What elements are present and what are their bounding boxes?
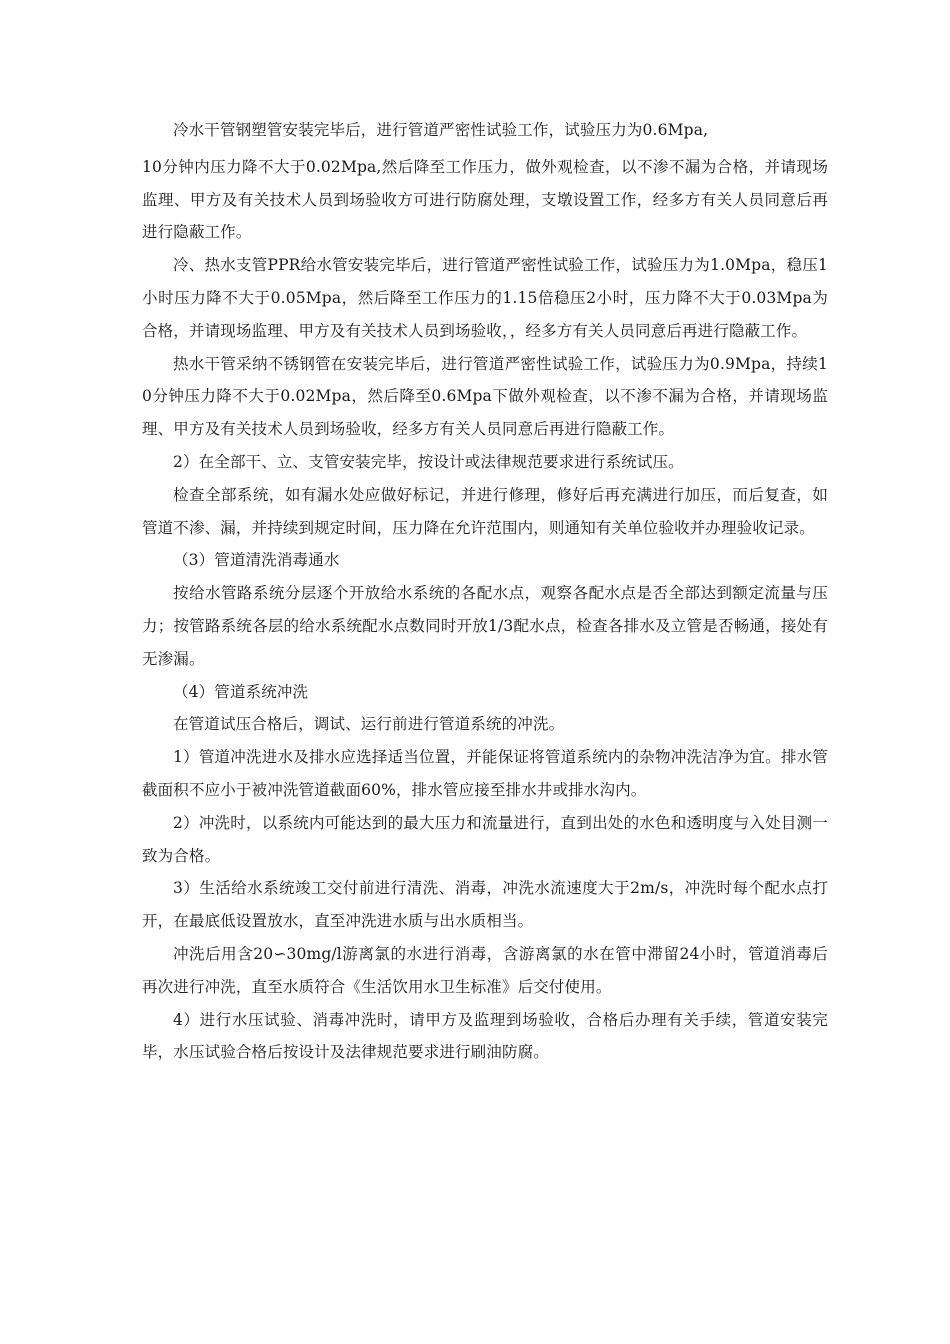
paragraph-flushing-intro: 在管道试压合格后，调试、运行前进行管道系统的冲洗。	[173, 715, 565, 734]
paragraph-water-point-check: 按给水管路系统分层逐个开放给水系统的各配水点，观察各配水点是否全部达到额定流量与压力；按管路系统各层的给水系统配水点数同时开放1/3配水点，检查各排水及立管是否畅通，接处有无渗漏。	[142, 584, 828, 668]
document-body	[142, 114, 828, 1069]
paragraph-system-inspection: 检查全部系统，如有漏水处应做好标记，并进行修理，修好后再充满进行加压，而后复查，如管道不渗、漏，并持续到规定时间，压力降在允许范围内，则通知有关单位验收并办理验收记录。	[142, 485, 828, 537]
paragraph-ppr-branch-test: 冷、热水支管PPR给水管安装完毕后，进行管道严密性试验工作，试验压力为1.0Mpa，稳压1小时压力降不大于0.05Mpa，然后降至工作压力的1.15倍稳压2小时，压力降不大于0.03Mpa为合格，并请现场监理、甲方及有关技术人员到场验收，，经多方有关人员同意后再进行隐蔽工作。	[142, 256, 828, 340]
paragraph-flushing-step-4: 4）进行水压试验、消毒冲洗时，请甲方及监理到场验收，合格后办理有关手续，管道安装完毕，水压试验合格后按设计及法律规范要求进行刷油防腐。	[142, 1010, 828, 1062]
paragraph-disinfection: 冲洗后用含20∽30mg/l游离氯的水进行消毒，含游离氯的水在管中滞留24小时，管道消毒后再次进行冲洗，直至水质符合《生活饮用水卫生标准》后交付使用。	[142, 944, 828, 996]
paragraph-cold-main-pipe-test-continued: 10分钟内压力降不大于0.02Mpa,然后降至工作压力，做外观检查，以不渗不漏为合格，并请现场监理、甲方及有关技术人员到场验收方可进行防腐处理，支墩设置工作，经多方有关人员同意后再进行隐蔽工作。	[142, 157, 828, 242]
section-heading-cleaning-disinfection: （3）管道清洗消毒通水	[173, 551, 340, 570]
paragraph-hot-main-pipe-test: 热水干管采纳不锈钢管在安装完毕后，进行管道严密性试验工作，试验压力为0.9Mpa，持续10分钟压力降不大于0.02Mpa，然后降至0.6Mpa下做外观检查，以不渗不漏为合格，并请现场监理、甲方及有关技术人员到场验收，经多方有关人员同意后再进行隐蔽工作。	[142, 354, 828, 439]
paragraph-flushing-step-2: 2）冲洗时，以系统内可能达到的最大压力和流量进行，直到出处的水色和透明度与入处目测一致为合格。	[142, 813, 828, 865]
paragraph-cold-main-pipe-test: 冷水干管钢塑管安装完毕后，进行管道严密性试验工作，试验压力为0.6Mpa,	[173, 121, 709, 139]
paragraph-flushing-step-3: 3）生活给水系统竣工交付前进行清洗、消毒，冲洗水流速度大于2m/s，冲洗时每个配水点打开，在最底低设置放水，直至冲洗进水质与出水质相当。	[142, 879, 828, 931]
paragraph-system-pressure-test: 2）在全部干、立、支管安装完毕，按设计或法律规范要求进行系统试压。	[173, 452, 684, 471]
paragraph-flushing-step-1: 1）管道冲洗进水及排水应选择适当位置，并能保证将管道系统内的杂物冲洗洁净为宜。排水管截面积不应小于被冲洗管道截面60%，排水管应接至排水井或排水沟内。	[142, 748, 828, 799]
section-heading-system-flushing: （4）管道系统冲洗	[173, 682, 309, 701]
